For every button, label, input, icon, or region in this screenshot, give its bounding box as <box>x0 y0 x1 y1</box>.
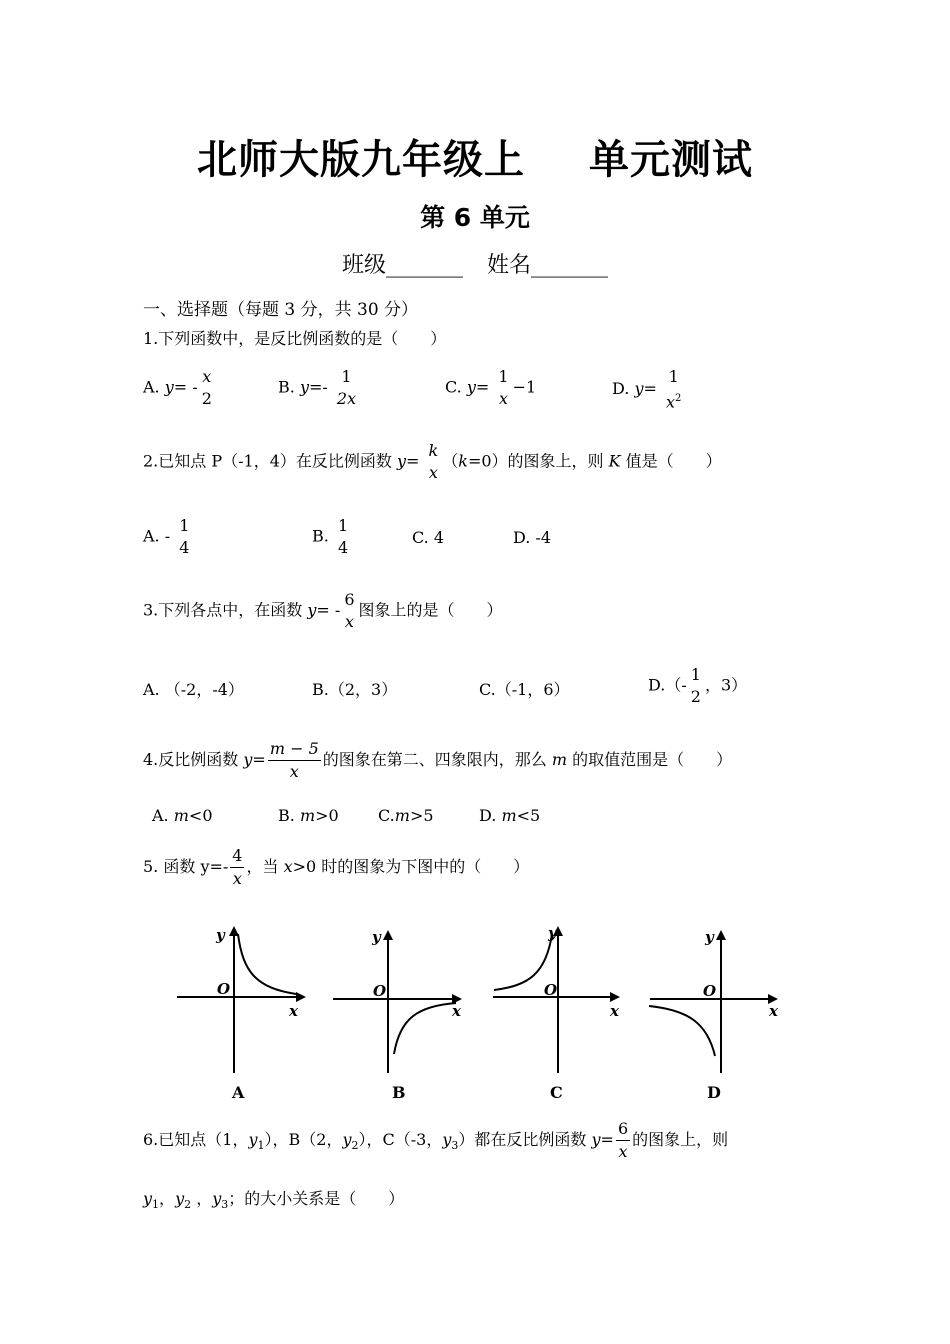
graph-c-letter: C <box>550 1083 563 1102</box>
graph-c-svg <box>488 918 628 1108</box>
class-name-line <box>0 248 950 279</box>
graph-a-x-label: x <box>289 1002 298 1020</box>
graph-c-y-label: y <box>548 924 557 942</box>
graph-d-svg <box>645 918 785 1108</box>
question-2-stem: 2.已知点 P（-1，4）在反比例函数 y= k x （k=0）的图象上，则 K 值是（ ） <box>143 441 722 482</box>
q2-option-d: D. -4 <box>513 528 552 547</box>
graph-b-svg <box>328 918 468 1108</box>
graph-d-x-label: x <box>769 1002 778 1020</box>
graph-b-letter: B <box>392 1083 406 1102</box>
q2-option-c: C. 4 <box>412 528 445 547</box>
q1-option-c: C. y= 1 x −1 <box>445 367 537 408</box>
graph-a-origin: O <box>217 980 231 998</box>
graph-d-origin: O <box>703 982 717 1000</box>
q4-option-c: C.m>5 <box>378 806 434 825</box>
question-3-stem: 3.下列各点中，在函数 y= - 6 x 图象上的是（ ） <box>143 590 503 631</box>
question-4-stem: 4.反比例函数 y= $\frac{m - 5}{x}$ 的图象在第二、四象限内，那么 m 的取值范围是（ ） <box>143 739 733 781</box>
q4-option-d: D. m<5 <box>479 806 541 825</box>
graph-a <box>172 918 312 1108</box>
page-title: 北师大版九年级上 单元测试 <box>197 137 753 183</box>
q2-option-b: B. 1 4 <box>312 516 349 557</box>
q3-option-c: C.（-1，6） <box>479 680 570 699</box>
q3-option-a: A. （-2，-4） <box>143 680 244 699</box>
unit-subtitle: 第 6 单元 <box>420 203 530 232</box>
graph-d-letter: D <box>707 1083 721 1102</box>
graph-b <box>328 918 468 1108</box>
graph-d-y-label: y <box>705 928 714 946</box>
graph-c-x-label: x <box>610 1002 619 1020</box>
graph-a-y-label: y <box>216 926 225 944</box>
graph-b-origin: O <box>373 982 387 1000</box>
q1-option-a: A. y= - x 2 <box>143 367 212 408</box>
graph-a-svg <box>172 918 312 1108</box>
question-1-stem: 1.下列函数中，是反比例函数的是（ ） <box>143 329 447 348</box>
q3-option-d: D.（- 1 2 ，3） <box>648 665 748 706</box>
question-6-stem: 6.已知点（1，$y_1$），B（2，$y_2$），C（-3，$y_3$）都在反比例函数 y= $\frac{6}{x}$ 的图象上，则 <box>143 1119 729 1161</box>
q1-option-d: D. y= 1 $x^2$ <box>612 367 682 412</box>
name-field: 姓名_______ <box>487 253 609 278</box>
q4-option-a: A. m<0 <box>152 806 213 825</box>
graph-c <box>488 918 628 1108</box>
graph-b-x-label: x <box>452 1002 461 1020</box>
question-5-stem: 5. 函数 y=- $\frac{4}{x}$ ，当 x>0 时的图象为下图中的（ ） <box>143 846 530 888</box>
q1-option-b: B. y=- 1 2x <box>278 367 357 408</box>
graph-c-origin: O <box>544 981 558 999</box>
q4-option-b: B. m>0 <box>278 806 339 825</box>
question-6-line2: $y_1$，$y_2$ ，$y_3$；的大小关系是（ ） <box>143 1189 405 1212</box>
q3-option-b: B.（2，3） <box>312 680 398 699</box>
class-field: 班级_______ <box>341 253 463 278</box>
q2-option-a: A. - 1 4 <box>143 516 190 557</box>
graph-b-y-label: y <box>372 928 381 946</box>
graph-d <box>645 918 785 1108</box>
graph-a-letter: A <box>232 1083 245 1102</box>
section-heading: 一、选择题（每题 3 分，共 30 分） <box>143 300 419 320</box>
